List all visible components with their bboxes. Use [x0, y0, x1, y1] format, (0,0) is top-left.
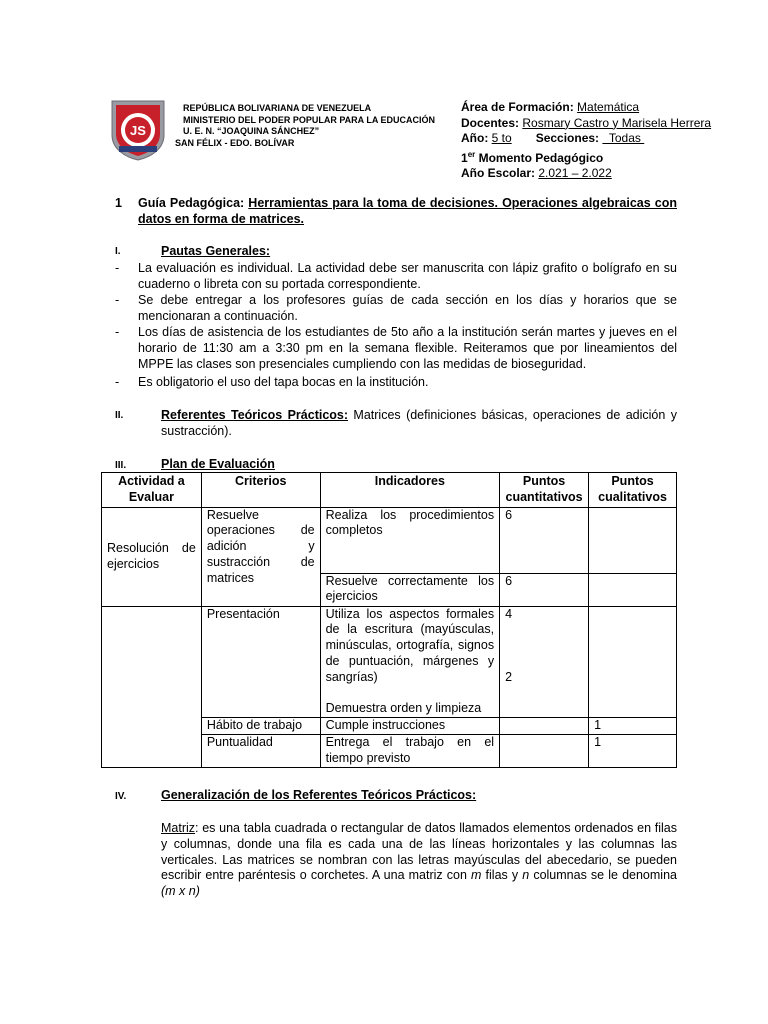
escolar-value: 2.021 – 2.022	[538, 166, 612, 180]
anio-value: 5 to	[491, 131, 512, 145]
table-header: Puntos cuantitativos	[500, 473, 589, 508]
escolar-label: Año Escolar:	[461, 166, 536, 180]
momento-number: 1	[461, 150, 468, 165]
guide-title: Herramientas para la toma de decisiones. Operaciones algebraicas con datos en forma de matrices.	[138, 196, 677, 226]
table-header: Indicadores	[320, 473, 499, 508]
bullet-item: - Es obligatorio el uso del tapa bocas en la institución.	[115, 375, 677, 391]
indicator-text: Demuestra orden y limpieza	[325, 701, 482, 716]
indicator-text: Utiliza los aspectos formales de la escritura (mayúsculas, minúsculas, ortografía, signos de puntuación, márgenes y sangrías)	[325, 606, 495, 684]
bullet-text: Es obligatorio el uso del tapa bocas en la institución.	[138, 375, 429, 389]
table-row	[102, 507, 677, 573]
activity-cell: Resolución de ejercicios	[102, 507, 202, 606]
qualitative-cell	[589, 507, 677, 573]
course-info	[461, 100, 711, 182]
institution-line-3: U. E. N. “JOAQUINA SÁNCHEZ”	[183, 126, 320, 136]
bullet-text: La evaluación es individual. La actividad debe ser manuscrita con lápiz grafito o bolígrafo en su cuaderno o libreta con su portada correspondiente.	[138, 261, 677, 291]
criteria-cell: Presentación	[201, 606, 320, 718]
table-row	[102, 718, 677, 735]
bullet-item: - La evaluación es individual. La actividad debe ser manuscrita con lápiz grafito o bolígrafo en su cuaderno o libreta con su portada correspondiente.	[115, 261, 677, 291]
docentes-value: Rosmary Castro y Marisela Herrera	[522, 115, 712, 130]
section-2-paragraph	[161, 408, 677, 440]
section-2-numeral: II.	[115, 410, 124, 421]
quantitative-cell	[500, 734, 589, 767]
section-1-numeral: I.	[115, 246, 121, 257]
qualitative-cell	[589, 606, 677, 718]
momento-superscript: er	[467, 149, 476, 159]
docentes-label: Docentes:	[461, 115, 520, 130]
indicator-cell: Entrega el trabajo en el tiempo previsto	[320, 734, 499, 767]
criteria-cell: Resuelve operaciones de adición y sustracción de matrices	[201, 507, 320, 606]
bullet-text: Se debe entregar a los profesores guías de cada sección en los días y horarios que se mencionaran a continuación.	[138, 293, 677, 323]
anio-label: Año:	[461, 131, 489, 145]
table-header: Actividad a Evaluar	[102, 473, 202, 508]
points-value: 4	[505, 606, 513, 621]
logo-initials: JS	[130, 123, 146, 138]
table-header: Puntos cualitativos	[589, 473, 677, 508]
indicator-cell	[320, 606, 499, 718]
definition-text: filas y	[481, 868, 523, 883]
table-header: Criterios	[201, 473, 320, 508]
criteria-cell: Puntualidad	[201, 734, 320, 767]
institution-line-1: REPÚBLICA BOLIVARIANA DE VENEZUELA	[183, 103, 372, 113]
matrix-notation: (m x n)	[161, 884, 200, 899]
section-1-title: Pautas Generales:	[161, 244, 271, 258]
matrix-definition	[161, 821, 677, 900]
section-3-title: Plan de Evaluación	[161, 457, 275, 471]
area-value: Matemática	[577, 100, 640, 114]
section-2-title: Referentes Teóricos Prácticos:	[161, 408, 349, 422]
section-2-text: Matrices (definiciones básicas, operaciones de adición y sustracción).	[161, 408, 677, 438]
points-value: 2	[505, 669, 513, 684]
table-row	[102, 734, 677, 767]
bullet-item: - Los días de asistencia de los estudiantes de 5to año a la institución serán martes y jueves en el horario de 11:30 am a 3:30 pm en la semana flexible. Reiteramos que por lineamientos del MPPE las clases son presenciales cumpliendo con las medidas de bioseguridad.	[115, 325, 677, 371]
indicator-cell: Cumple instrucciones	[320, 718, 499, 735]
section-4-title: Generalización de los Referentes Teóricos Prácticos:	[161, 788, 477, 802]
m-variable: m	[471, 868, 482, 883]
area-label: Área de Formación:	[461, 100, 574, 114]
guide-heading	[138, 196, 677, 228]
quantitative-cell	[500, 606, 589, 718]
qualitative-cell	[589, 573, 677, 606]
quantitative-cell	[500, 718, 589, 735]
definition-text: : es una tabla cuadrada o rectangular de datos llamados elementos ordenados en filas y columnas, donde una fila es cada una de las líneas horizontales y las columnas las verticales. Las matrices se nombran con las letras mayúsculas del abecedario, se pueden escribir entre paréntesis o corchetes. A una matriz con	[161, 821, 677, 883]
matrix-term: Matriz	[161, 821, 196, 835]
school-logo	[109, 99, 167, 161]
activity-cell	[102, 734, 202, 767]
guide-number: 1	[115, 196, 122, 210]
criteria-cell: Hábito de trabajo	[201, 718, 320, 735]
definition-text: columnas se le denomina	[529, 868, 677, 883]
qualitative-cell: 1	[589, 734, 677, 767]
section-4-numeral: IV.	[115, 791, 127, 802]
indicator-cell: Realiza los procedimientos completos	[320, 507, 499, 573]
activity-cell	[102, 606, 202, 718]
institution-line-4: SAN FÉLIX - EDO. BOLÍVAR	[175, 137, 295, 148]
evaluation-table	[101, 472, 677, 768]
indicator-cell: Resuelve correctamente los ejercicios	[320, 573, 499, 606]
table-header-row	[102, 473, 677, 508]
institution-line-2: MINISTERIO DEL PODER POPULAR PARA LA EDUCACIÓN	[183, 114, 436, 125]
quantitative-cell: 6	[500, 573, 589, 606]
qualitative-cell: 1	[589, 718, 677, 735]
guide-label: Guía Pedagógica:	[138, 196, 245, 210]
section-3-numeral: III.	[115, 460, 127, 471]
table-row	[102, 606, 677, 718]
secciones-label: Secciones:	[535, 131, 600, 145]
secciones-value: Todas	[602, 131, 645, 145]
activity-cell	[102, 718, 202, 735]
bullet-text: Los días de asistencia de los estudiantes de 5to año a la institución serán martes y jueves en el horario de 11:30 am a 3:30 pm en la semana flexible. Reiteramos que por lineamientos del MPPE las clases son presenciales cumpliendo con las medidas de bioseguridad.	[138, 325, 677, 371]
bullet-item: - Se debe entregar a los profesores guías de cada sección en los días y horarios que se mencionaran a continuación.	[115, 293, 677, 323]
quantitative-cell: 6	[500, 507, 589, 573]
n-variable: n	[522, 868, 530, 883]
momento-text: Momento Pedagógico	[475, 150, 604, 165]
